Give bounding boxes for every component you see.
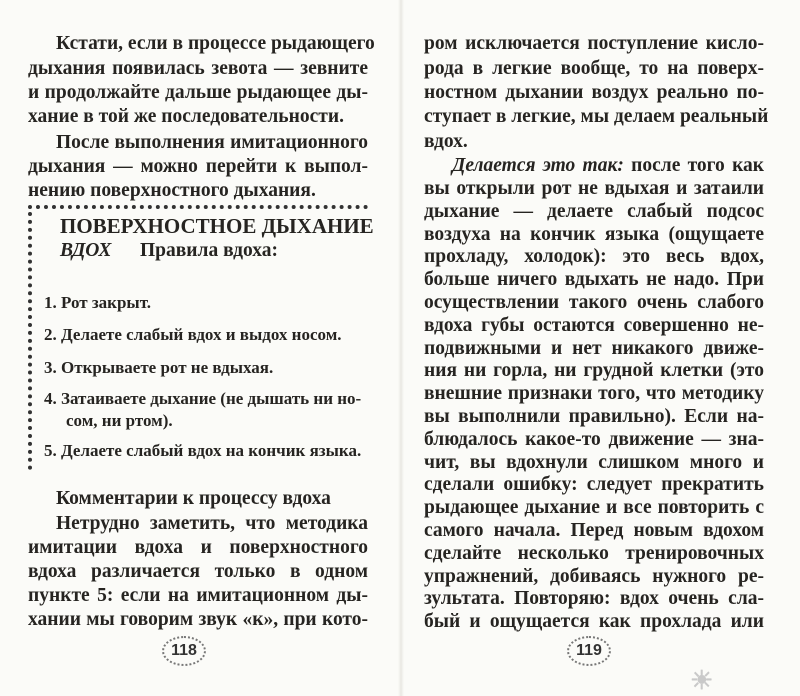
rule-item: 1. Рот закрыт.	[44, 293, 152, 312]
paragraph-line: Нетрудно заметить, что методика	[56, 513, 368, 534]
paragraph-line: сделайте несколько тренировочных	[424, 543, 764, 564]
paragraph-line: осуществлении такого очень слабого	[424, 292, 764, 313]
paragraph-line: бый и ощущается как прохлада или	[424, 611, 764, 632]
paragraph-line: воздуха на кончик языка (ощущаете	[424, 224, 764, 245]
paragraph-line: упражнений, добиваясь нужного ре-	[424, 566, 764, 587]
paragraph-line: ступает в легкие, мы делаем реальный	[424, 106, 769, 127]
paragraph-line: блюдалось какое-то движение — зна-	[424, 429, 764, 450]
box-subheading-label: ВДОХ	[60, 240, 112, 261]
paragraph-line	[452, 155, 764, 177]
rule-item: 3. Открываете рот не вдыхая.	[44, 358, 274, 377]
paragraph-line: самого начала. Перед новым вдохом	[424, 520, 764, 541]
paragraph-line: рыдающее дыхание и все повторить с	[424, 497, 764, 518]
paragraph-line: После выполнения имитационного	[56, 132, 368, 153]
paragraph-line: вы выполнили правильно). Если на-	[424, 406, 764, 427]
box-dotted-border-left	[28, 212, 32, 470]
paragraph-line: дыхания появилась зевота — зевните	[28, 58, 368, 79]
paragraph-line: подвижными и нет никакого движе-	[424, 338, 764, 359]
paragraph-line: ностном дыхании воздух реально по-	[424, 82, 764, 103]
paragraph-line: больше ничего вдыхать не надо. При	[424, 269, 764, 290]
paragraph-line: дыхание — делаете слабый подсос	[424, 201, 764, 222]
paragraph-line: Кстати, если в процессе рыдающего	[56, 33, 375, 54]
rule-item: 4. Затаиваете дыхание (не дышать ни но-	[44, 389, 362, 408]
comments-heading: Комментарии к процессу вдоха	[56, 488, 331, 509]
paragraph-line: и продолжайте дальше рыдающее ды-	[28, 82, 368, 103]
paragraph-line: хании мы говорим звук «к», при кото-	[28, 609, 368, 630]
paragraph-line: сделали ошибку: следует прекратить	[424, 474, 764, 495]
paragraph-text: после того как	[631, 155, 764, 176]
rule-item: сом, ни ртом).	[66, 411, 173, 430]
paragraph-line: нению поверхностного дыхания.	[28, 180, 316, 201]
box-subheading-text: Правила вдоха:	[140, 240, 279, 261]
rule-item: 5. Делаете слабый вдох на кончик языка.	[44, 441, 362, 460]
book-spine	[398, 0, 404, 696]
paragraph-line: пункте 5: если на имитационном ды-	[28, 585, 368, 606]
paragraph-line: зультата. Повторяю: вдох очень сла-	[424, 588, 764, 609]
paragraph-line: вдоха различается только в одном	[28, 561, 368, 582]
paragraph-line: рода в легкие вообще, то на поверх-	[424, 58, 764, 79]
paragraph-line: вы открыли рот не вдыхая и затаили	[424, 178, 764, 199]
box-heading: ПОВЕРХНОСТНОЕ ДЫХАНИЕ	[60, 214, 374, 238]
box-dotted-border-top	[28, 205, 368, 209]
paragraph-line: хание в той же последовательности.	[28, 106, 344, 127]
paragraph-line: внешние признаки того, что методику	[424, 383, 764, 404]
page-number-right: 119	[567, 636, 611, 666]
page-number-left: 118	[162, 636, 206, 666]
paragraph-line: прохладу, холодок): это весь вдох,	[424, 246, 764, 267]
rule-item: 2. Делаете слабый вдох и выдох носом.	[44, 325, 342, 344]
paragraph-line: чит, вы вдохнули слишком много и	[424, 452, 764, 473]
watermark-logo: ☀	[690, 665, 715, 695]
paragraph-line: дыхания — можно перейти к выпол-	[28, 156, 368, 177]
paragraph-line: ром исключается поступление кисло-	[424, 33, 764, 54]
paragraph-line: вдох.	[424, 131, 468, 152]
paragraph-line: вдоха губы остаются совершенно не-	[424, 315, 764, 336]
italic-lead: Делается это так:	[452, 155, 624, 176]
paragraph-line: ния ни горла, ни грудной клетки (это	[424, 360, 764, 381]
paragraph-line: имитации вдоха и поверхностного	[28, 537, 368, 558]
